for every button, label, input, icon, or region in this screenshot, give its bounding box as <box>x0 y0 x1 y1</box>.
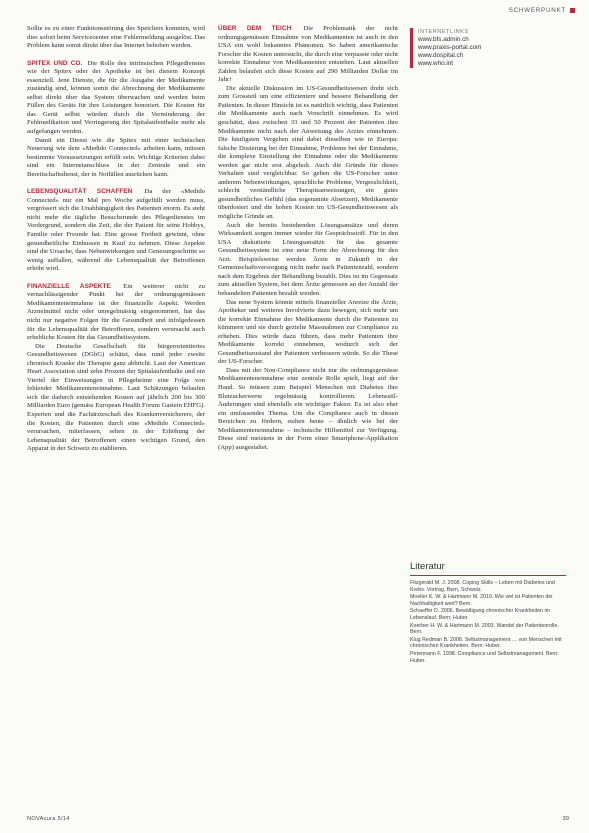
paragraph: Das neue System könnte mittels finanzieller Anreize die Ärzte, Apotheker und weiteres Involvierte dazu bewegen, sich mehr um die korrekte Einnahme der Medikamente durch die Patienten zu kümmern und sie durch gezielte Massnahmen zur Compliance zu erheben. Dies würde dazu führen, dass mehr Patienten ihre Medikamente korrekt einnehmen, wodurch sich der Gesundheitszustand der Patienten verbessern würde. So die These der US-Forscher. <box>218 298 398 366</box>
paragraph: Dass mit der Non-Compliance nicht nur die ordnungsgemässe Medikamenteneinnahme eine zentrale Rolle spielt, liegt auf der Hand. So müssen zum Beispiel Menschen mit Diabetes ihre Blutzuckerwerte regelmässig kontrollieren. Lebensstil-Änderungen sind ebenfalls ein wichtiger Faktor. Es ist also eher ein umfassendes Thema. Um die Compliance auch in diesen Bereichen zu fördern, stehen heute – ähnlich wie bei der Medikamenteneinnahme – technische Hilfsmittel zur Verfügung. Diese sind meistens in der Form einer Smartphone-Applikation (App) ausgestaltet. <box>218 366 398 451</box>
literature-item: Klug Redman B. 2008. Selbstmanagement … von Menschen mit chronischen Krankheiten. Bern: Huber. <box>410 636 562 650</box>
rubric-square-icon <box>570 8 575 13</box>
section-spitex <box>27 60 205 137</box>
section-text: Die Problematik der nicht ordnungsgemässen Einnahme von Medikamenten ist auch in den USA ein wohl bekanntes Phänomen. So haben amerikanische Forscher die Kosten untersucht, die durch eine verpasste oder nicht korrekte Einnahme von Medikamenten entstehen. Laut aktuellen Zahlen belaufen sich diese Kosten auf 290 Milliarden Dollar im Jahr! <box>218 25 398 84</box>
literature-box <box>410 561 570 665</box>
literature-item: Petermann F. 1998. Compliance und Selbstmanagement. Bern: Huber. <box>410 650 559 664</box>
literature-item: Fitzgerald M. J. 2008. Coping Skills – Leben mit Diabetes und Krebs. Vortrag, Bern, Schweiz. <box>410 580 555 593</box>
section-ueber-dem-teich <box>218 25 398 85</box>
literature-item: Moeller K. W. & Hartmann M. 2010. Wie viel ist Patienten die Nachhaltigkeit wert? Bern. <box>410 594 553 607</box>
section-lead-lebensqualitaet: LEBENSQUALITÄT SCHAFFEN <box>27 188 133 196</box>
paragraph: Auch die bereits bestehenden Lösungsansätze und deren Wirksamkeit sorgen immer wieder für Gesprächsstoff. Für in den USA diskutierte Lösungsansätze für das gesamte Gesundheitssystem ist eine neue Form der Abrechnung für den Arzt. Beispielsweise werden Ärzte in Zukunft in der Gemeinschaftsversorgung nicht mehr nach Patientenzahl, sondern nach dem Ergebnis der Behandlung bezahlt. Dies ist im Gegensatz zum aktuellen System, bei dem Ärzte gemessen an der Anzahl der behandelten Patienten bezahlt werden. <box>218 221 398 297</box>
internet-links-box <box>410 28 570 68</box>
section-text: Die Rolle des intrinsischen Pflegedienstes wie der Spitex oder der Apotheke ist bei diesem Konzept essenziell. Jene Dienste, die für die Ausgabe der Medikamente zuständig sind, können somit die Abrechnung der Medikamente selbst direkt über das System überwachen und werden beim Füllen des Geräts für ihre Leistungen honoriert. Die Kosten für das Gerät selbst würden durch die Verminderung der Fehlmedikation und Verringerung der Spitalaufenthalte mehr als aufgefangen werden. <box>27 59 206 136</box>
literature-title: Literatur <box>410 561 445 572</box>
left-column <box>27 25 205 454</box>
section-lebensqualitaet <box>27 188 205 273</box>
section-text: Ein weiterer nicht zu vernachlässigender Punkt bei der ordnungsgemässen Medikamenteneinnahme ist der finanzielle Aspekt. Werden Arzneimittel nicht oder unregelmässig eingenommen, hat das nicht nur negative Folgen für die Gesundheit und infolgedessen für die Lebensqualität der Betroffenen, sondern verursacht auch erhebliche Kosten für das Gesundheitssystem. <box>27 282 205 342</box>
middle-column <box>218 25 398 452</box>
section-text: Da der «Medido Connected» nur ein Mal pro Woche aufgefüllt werden muss, vergrössert sich die Unabhängigkeit des Patienten enorm. Es steht nicht mehr die tägliche Besuchsrunde des Pflegedienstes im Vordergrund, sondern die Zeit, die der Patient für seine Hobbys, Familie oder Freunde hat. Eine grosse Freiheit gewinnt, ohne gesundheitliche Einbussen in Kauf zu nehmen. Diese Aspekte sind die Ursache, dass Nebenwirkungen und Genesungsschritte so wenig auffallen, während die Lebensqualität der Betroffenen erhöht wird. <box>27 188 206 273</box>
intro-paragraph: Sollte es zu einer Funktionsstörung des Speichers kommen, wird dies sofort beim Serviceoenter eine Fehlermeldung ausgelöst. Das Problem kann somit direkt über das Internet behoben werden. <box>27 25 205 50</box>
right-column <box>410 25 570 68</box>
footer-publication: NOVAcura 5/14 <box>27 816 70 822</box>
section-lead-spitex: SPITEX UND CO. <box>27 59 83 67</box>
page-number: 39 <box>562 816 569 822</box>
link-dospital[interactable]: www.dospital.ch <box>418 52 464 59</box>
literature-divider <box>410 575 566 576</box>
paragraph: Damit ein Dienst wie die Spitex mit einer technischen Neuerung wie dem «Medido Connected» arbeiten kann, müssen bestimmte Voraussetzungen erfüllt sein. Wichtige Kriterien dabei sind ein Internetanschluss in der Zentrale und ein Bereitschaftsdienst, der in Notfällen ausrücken kann. <box>27 136 205 178</box>
section-finanzielle-aspekte <box>27 283 205 343</box>
paragraph: Die Deutsche Gesellschaft für bürgerorientiertes Gesundheitswesen (DGbG) schätzt, dass rund jeder zweite chronisch Kranke die Therapie ganz abbricht. Laut der American Heart Association sind zehn Prozent der Spitalaufenthalte und ein Viertel der Einweisungen in Pflegeheime eine Folge von fehlender Medikamenteneinnahme. Laut Schätzungen belaufen sich die dadurch entstehenden Kosten auf jährlich 200 bis 300 Milliarden Euro (gemäss European Health Forum Gastein EHFG). Experten und die Fachärzteschaft des Krankenversicherers, der die Kosten, die Patienten durch eine «Medido Connected» verursachen, miterfassen, sehen in der Erhöhung der Lebensqualität der Betroffenen einen wichtigen Grund, den Apparat in der Schweiz zu etablieren. <box>27 342 205 453</box>
literature-item: Schaeffer D. 2006. Bewältigung chronischer Krankheiten im Lebenslauf. Bern: Huber. <box>410 608 551 621</box>
section-lead-finanzielle-aspekte: FINANZIELLE ASPEKTE <box>27 282 111 290</box>
link-who[interactable]: www.who.int <box>418 60 453 67</box>
link-praxis-portal[interactable]: www.praxis-portal.com <box>418 44 482 51</box>
section-rubric <box>509 7 575 14</box>
links-box-title: INTERNETLINKS <box>418 29 469 35</box>
paragraph: Die aktuelle Diskussion im US-Gesundheitswesen dreht sich zum Grossteil um eine effizientere und bessere Behandlung der Patienten. In dieser Hinsicht ist es natürlich wichtig, dass Patienten die Medikamente auch nach Vorschrift einnehmen. Es wird geschätzt, dass zwischen 33 und 50 Prozent der Patienten ihre Medikamente nicht nach der Anweisung des Arztes einnehmen. Die häufigsten Vergehen sind dabei dieselben wie in Europa: falsche Dosierung bei der Einnahme, Probleme bei der Einnahme, die komplexe Einstellung der Einnahme oder die Medikamente werden gar nicht erst abgeholt. Auch die Gründe für dieses Verhalten sind vergleichbar. So geben die US-Forscher unter anderem Nebenwirkungen, sprachliche Probleme, Vergesslichkeit, schlecht verständliche Therapieanweisungen, ein gutes gesundheitliches Gefühl (das sogenannte Absetzen), Medikamente überdosiert und die hohen Kosten im US-Gesundheitswesen als mögliche Gründe an. <box>218 84 398 221</box>
link-bfs[interactable]: www.bfs.admin.ch <box>418 36 469 43</box>
literature-item: Koerber H. W. & Hartmann M. 2003. Wandel der Patientenrolle. Bern. <box>410 622 559 636</box>
rubric-label: SCHWERPUNKT <box>508 7 566 14</box>
section-lead-ueber-dem-teich: ÜBER DEM TEICH <box>218 25 292 32</box>
